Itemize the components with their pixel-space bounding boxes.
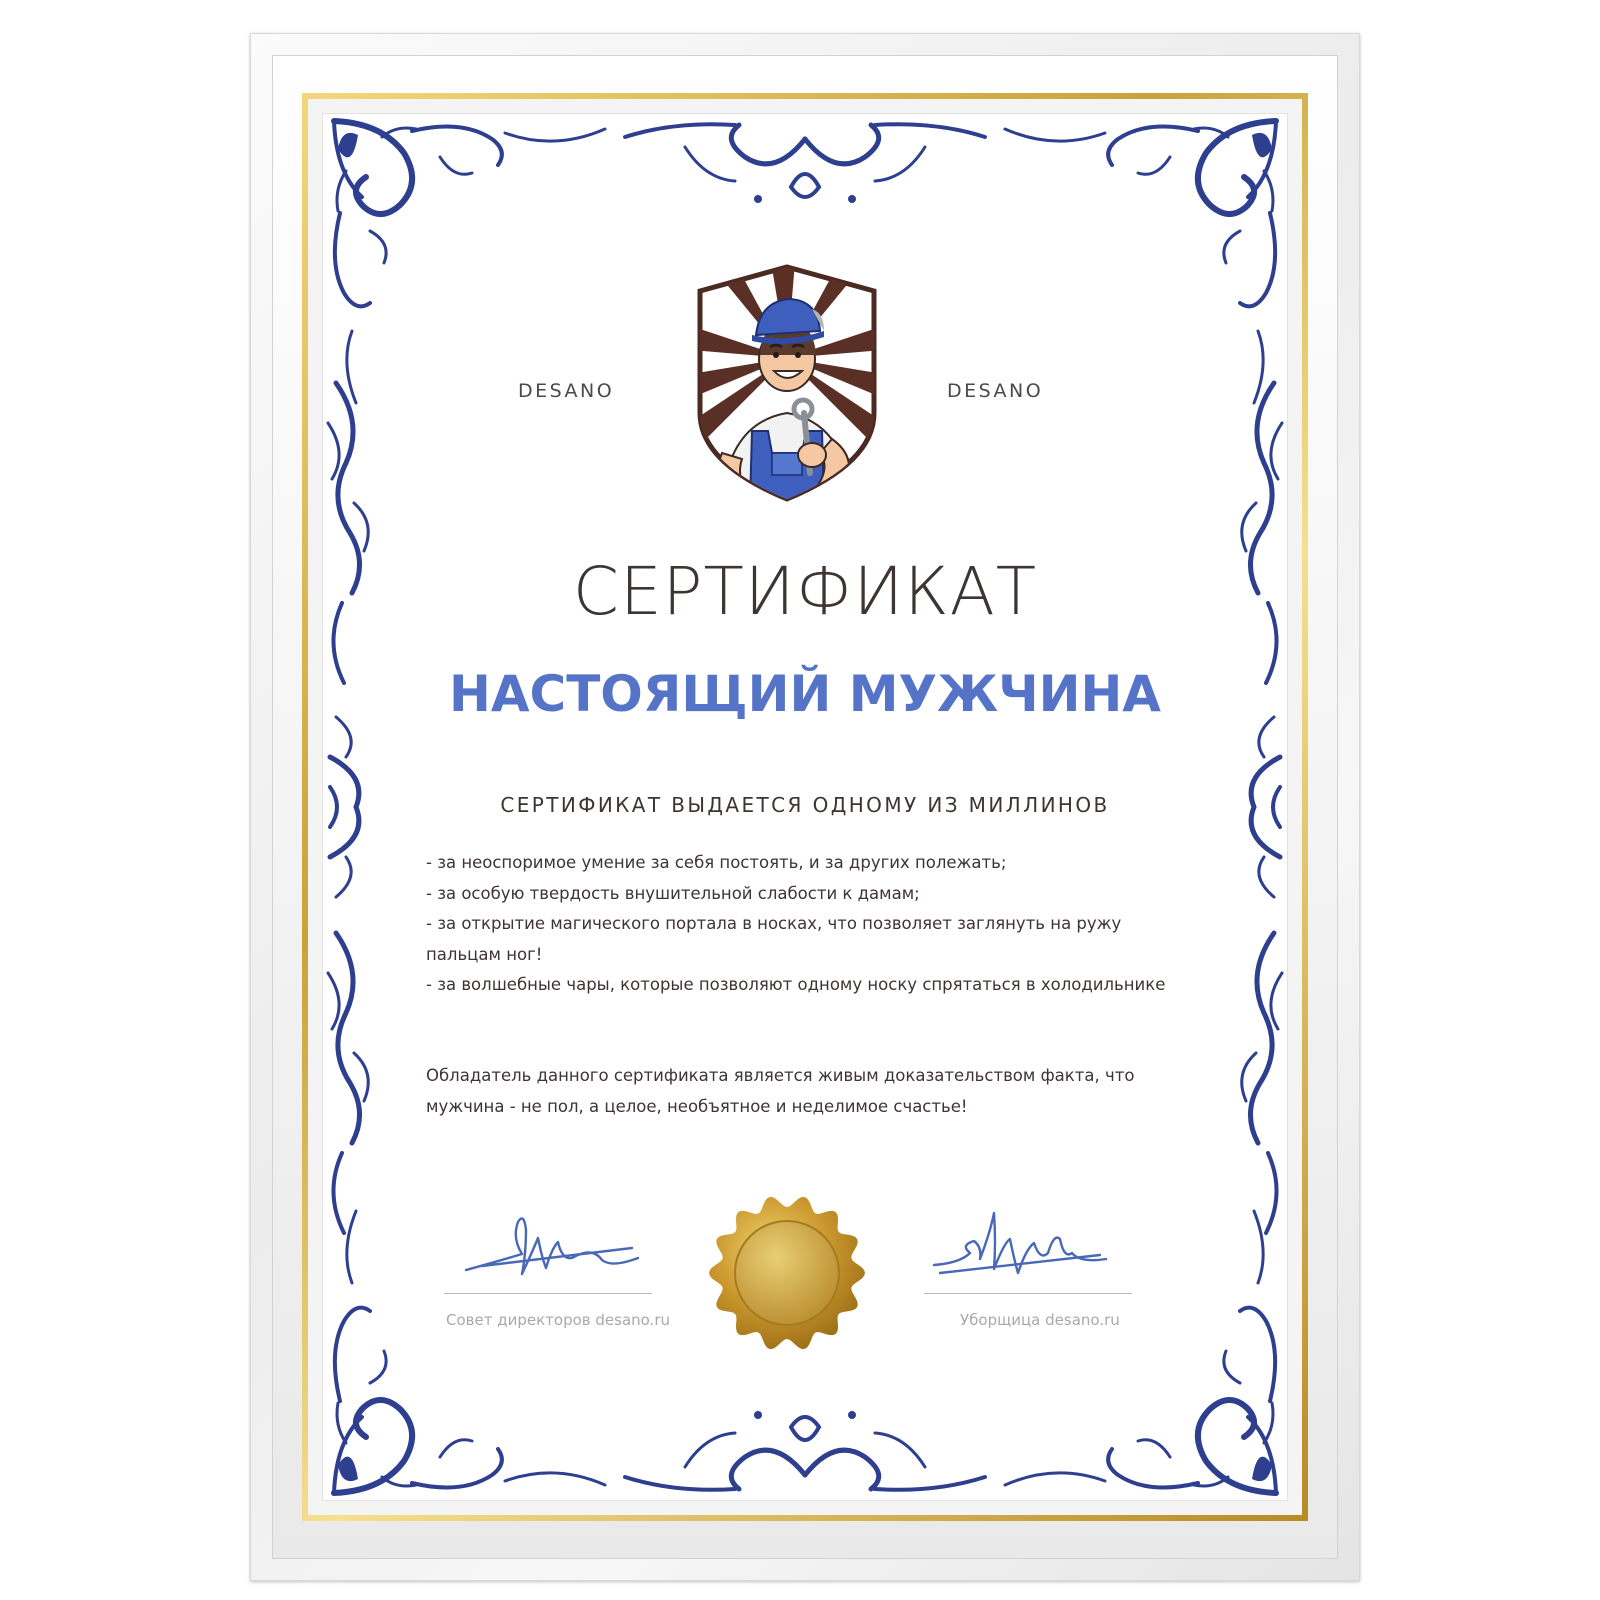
- certificate-issued-line: СЕРТИФИКАТ ВЫДАЕТСЯ ОДНОМУ ИЗ МИЛЛИНОВ: [500, 793, 1110, 817]
- signature-line-left: [444, 1293, 652, 1294]
- brand-right: DESANO: [947, 380, 1044, 402]
- list-item: - за открытие магического портала в носках, что позволяет заглянуть на ружу пальцам ног!: [426, 914, 1122, 964]
- signature-label-right: Уборщица desano.ru: [960, 1311, 1120, 1329]
- signature-line-right: [924, 1293, 1132, 1294]
- certificate-title: СЕРТИФИКАТ: [572, 553, 1038, 630]
- picture-frame: [250, 33, 1360, 1581]
- reasons-list: [426, 848, 1186, 1001]
- signature-left: [462, 1208, 642, 1288]
- list-item: - за волшебные чары, которые позволяют одному носку спрятаться в холодильнике: [426, 975, 1166, 994]
- brand-left: DESANO: [518, 380, 615, 402]
- list-item: - за особую твердость внушительной слабости к дамам;: [426, 883, 920, 903]
- list-item: - за неоспоримое умение за себя постоять, и за других полежать;: [426, 853, 1007, 872]
- gold-seal-icon: [707, 1193, 867, 1353]
- certificate-conclusion: Обладатель данного сертификата является живым доказательством факта, что мужчина - не пол, а целое, необъятное и неделимое счастье!: [426, 1066, 1135, 1116]
- certificate-paper: [322, 113, 1288, 1501]
- signature-label-left: Совет директоров desano.ru: [446, 1311, 670, 1329]
- signature-right: [930, 1203, 1110, 1288]
- certificate-subtitle: НАСТОЯЩИЙ МУЖЧИНА: [448, 665, 1162, 723]
- mechanic-mascot-icon: [692, 263, 882, 503]
